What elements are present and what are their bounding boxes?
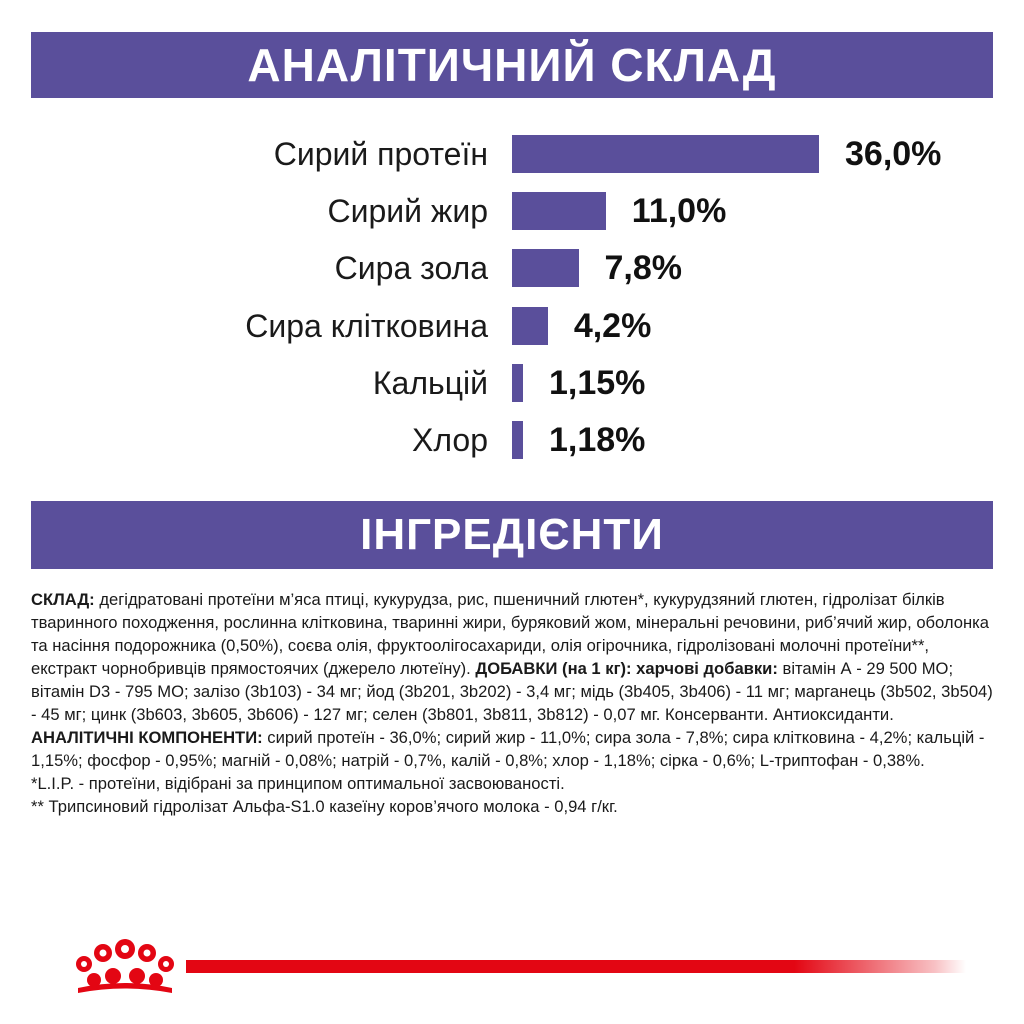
value-label: 4,2%	[573, 306, 652, 345]
additives-label: ДОБАВКИ (на 1 кг): харчові добавки:	[475, 659, 778, 678]
value-bar	[512, 192, 606, 230]
chart-row	[0, 245, 1024, 291]
category-label: Сирий жир	[327, 193, 488, 230]
value-bar	[512, 249, 579, 287]
category-label: Сира клітковина	[245, 307, 488, 344]
value-bar	[512, 364, 523, 402]
value-label: 36,0%	[845, 135, 942, 173]
category-label: Кальцій	[372, 364, 488, 401]
chart-row	[0, 188, 1024, 234]
composition-text: дегідратовані протеїни м’яса птиці, кукурудза, рис, пшеничний глютен*, кукурудзяний глютен, гідролізат білків тваринного походження, рослинна клітковина, тваринні жири, буряковий жом, мінеральні речовини, риб’ячий жир, оболонка та насіння подорожника (0,50%), соєва олія, фруктоолігосахариди, олія огірочника, гідролізовані молочні протеїни**, екстракт чорнобривців прямостоячих (джерело лютеїну).	[31, 590, 990, 678]
category-label: Хлор	[412, 422, 488, 458]
chart-row	[0, 303, 1024, 349]
footnote-hydrolysate: ** Трипсиновий гідролізат Альфа-S1.0 казеїну коров’ячого молока - 0,94 г/кг.	[31, 797, 618, 816]
value-bar	[512, 135, 819, 173]
value-label: 1,18%	[549, 421, 646, 459]
footnote-lip: *L.I.P. - протеїни, відібрані за принципом оптимальної засвоюваності.	[31, 774, 565, 793]
ingredients-heading: ІНГРЕДІЄНТИ	[31, 501, 993, 569]
chart-row	[0, 131, 1024, 177]
ingredients-text	[31, 588, 993, 818]
additives-text: вітамін А - 29 500 МО; вітамін D3 - 795 МО; залізо (3b103) - 34 мг; йод (3b201, 3b202) - 3,4 мг; мідь (3b405, 3b406) - 11 мг; марганець (3b502, 3b504) - 45 мг; цинк (3b603, 3b605, 3b606) - 127 мг; селен (3b801, 3b811, 3b812) - 0,07 мг. Консерванти. Антиоксиданти.	[31, 659, 993, 724]
analytic-composition-heading: АНАЛІТИЧНИЙ СКЛАД	[31, 32, 993, 98]
category-label: Сира зола	[334, 250, 488, 287]
value-bar	[512, 307, 548, 345]
category-label: Сирий протеїн	[273, 136, 488, 172]
analytic-components-label: АНАЛІТИЧНІ КОМПОНЕНТИ:	[31, 728, 263, 747]
value-label: 11,0%	[631, 192, 727, 231]
chart-row	[0, 360, 1024, 406]
royal-canin-crown-icon	[70, 938, 180, 994]
composition-paragraph	[31, 588, 993, 772]
chart-row	[0, 417, 1024, 463]
value-label: 1,15%	[549, 363, 646, 402]
value-bar	[512, 421, 523, 459]
value-label: 7,8%	[604, 249, 683, 288]
composition-label: СКЛАД:	[31, 590, 95, 609]
analytic-components-text: сирий протеїн - 36,0%; сирий жир - 11,0%; сира зола - 7,8%; сира клітковина - 4,2%; кальцій - 1,15%; фосфор - 0,95%; магній - 0,08%; натрій - 0,7%, калій - 0,8%; хлор - 1,18%; сірка - 0,6%; L-триптофан - 0,38%.	[31, 728, 985, 770]
brand-red-line	[186, 960, 966, 973]
